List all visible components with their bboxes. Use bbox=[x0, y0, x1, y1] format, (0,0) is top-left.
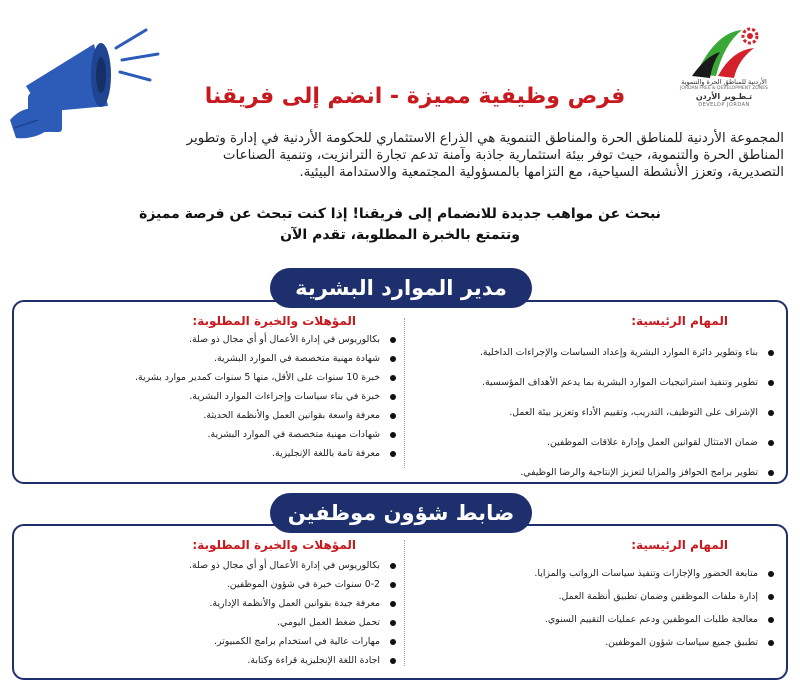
position-title-hr-manager: مدير الموارد البشرية bbox=[270, 268, 532, 308]
list-item: معرفة تامة باللغة الإنجليزية. bbox=[24, 444, 398, 463]
intro-paragraph bbox=[14, 130, 784, 181]
tasks-heading: المهام الرئيسية: bbox=[631, 538, 728, 552]
list-item: ضمان الامتثال لقوانين العمل وإدارة علاقات الموظفين. bbox=[420, 428, 776, 458]
list-item: الإشراف على التوظيف، التدريب، وتقييم الأداء وتعزيز بيئة العمل. bbox=[420, 398, 776, 428]
intro-line: المجموعة الأردنية للمناطق الحرة والمناطق التنموية هي الذراع الاستثماري للحكومة الأردنية في إدارة وتطوير bbox=[186, 131, 784, 146]
list-item: معالجة طلبات الموظفين ودعم عمليات التقييم السنوي. bbox=[420, 608, 776, 631]
list-item: تطبيق جميع سياسات شؤون الموظفين. bbox=[420, 631, 776, 654]
list-item: بكالوريوس في إدارة الأعمال أو أي مجال ذو صلة. bbox=[24, 330, 398, 349]
intro-line: التصديرية، وتعزز الأنشطة السياحية، مع التزامها بالمسؤولية المجتمعية والاستدامة البيئية. bbox=[299, 165, 784, 180]
logo-caption bbox=[666, 78, 782, 108]
logo-tagline-english: DEVELOP JORDAN bbox=[698, 102, 750, 108]
list-item: خبرة 10 سنوات على الأقل، منها 5 سنوات كمدير موارد بشرية. bbox=[24, 368, 398, 387]
list-item: متابعة الحضور والإجازات وتنفيذ سياسات الرواتب والمزايا. bbox=[420, 562, 776, 585]
list-item: شهادة مهنية متخصصة في الموارد البشرية. bbox=[24, 349, 398, 368]
qualifications-heading: المؤهلات والخبرة المطلوبة: bbox=[192, 538, 356, 552]
column-divider bbox=[404, 318, 405, 468]
logo-tagline-arabic: تـطـوير الأردن bbox=[695, 92, 753, 101]
logo-org-arabic: الأردنية للمناطق الحرة والتنموية bbox=[681, 78, 767, 86]
list-item: 0-2 سنوات خبرة في شؤون الموظفين. bbox=[24, 575, 398, 594]
list-item: خبرة في بناء سياسات وإجراءات الموارد البشرية. bbox=[24, 387, 398, 406]
list-item: اجادة اللغة الإنجليزية قراءة وكتابة. bbox=[24, 651, 398, 670]
tasks-list bbox=[420, 562, 776, 654]
qualifications-heading: المؤهلات والخبرة المطلوبة: bbox=[192, 314, 356, 328]
position-title-personnel-officer: ضابط شؤون موظفين bbox=[270, 493, 532, 533]
list-item: تطوير وتنفيذ استراتيجيات الموارد البشرية بما يدعم الأهداف المؤسسية. bbox=[420, 368, 776, 398]
call-line: وتتمتع بالخبرة المطلوبة، تقدم الآن bbox=[280, 227, 520, 243]
list-item: تطوير برامج الحوافز والمزايا لتعزيز الإنتاجية والرضا الوظيفي. bbox=[420, 458, 776, 488]
list-item: إدارة ملفات الموظفين وضمان تطبيق أنظمة العمل. bbox=[420, 585, 776, 608]
list-item: تحمل ضغط العمل اليومي. bbox=[24, 613, 398, 632]
list-item: بناء وتطوير دائرة الموارد البشرية وإعداد السياسات والإجراءات الداخلية. bbox=[420, 338, 776, 368]
list-item: مهارات عالية في استخدام برامج الكمبيوتر. bbox=[24, 632, 398, 651]
list-item: معرفة واسعة بقوانين العمل والأنظمة الحديثة. bbox=[24, 406, 398, 425]
tasks-heading: المهام الرئيسية: bbox=[631, 314, 728, 328]
list-item: بكالوريوس في إدارة الأعمال أو أي مجال ذو صلة. bbox=[24, 556, 398, 575]
call-line: نبحث عن مواهب جديدة للانضمام إلى فريقنا! إذا كنت تبحث عن فرصة مميزة bbox=[139, 206, 661, 222]
logo-org-english: JORDAN FREE & DEVELOPMENT ZONES bbox=[680, 86, 768, 91]
intro-line: المناطق الحرة والتنموية، حيث توفر بيئة استثمارية جاذبة وآمنة تدعم تجارة الترانزيت، وتنمية الصناعات bbox=[222, 148, 784, 163]
qualifications-list bbox=[24, 556, 398, 670]
page-headline: فرص وظيفية مميزة - انضم إلى فريقنا bbox=[204, 84, 626, 109]
qualifications-list bbox=[24, 330, 398, 463]
list-item: شهادات مهنية متخصصة في الموارد البشرية. bbox=[24, 425, 398, 444]
list-item: معرفة جيدة بقوانين العمل والأنظمة الإدارية. bbox=[24, 594, 398, 613]
megaphone-icon bbox=[8, 8, 178, 148]
call-to-action bbox=[40, 204, 760, 246]
column-divider bbox=[404, 540, 405, 666]
tasks-list bbox=[420, 338, 776, 488]
